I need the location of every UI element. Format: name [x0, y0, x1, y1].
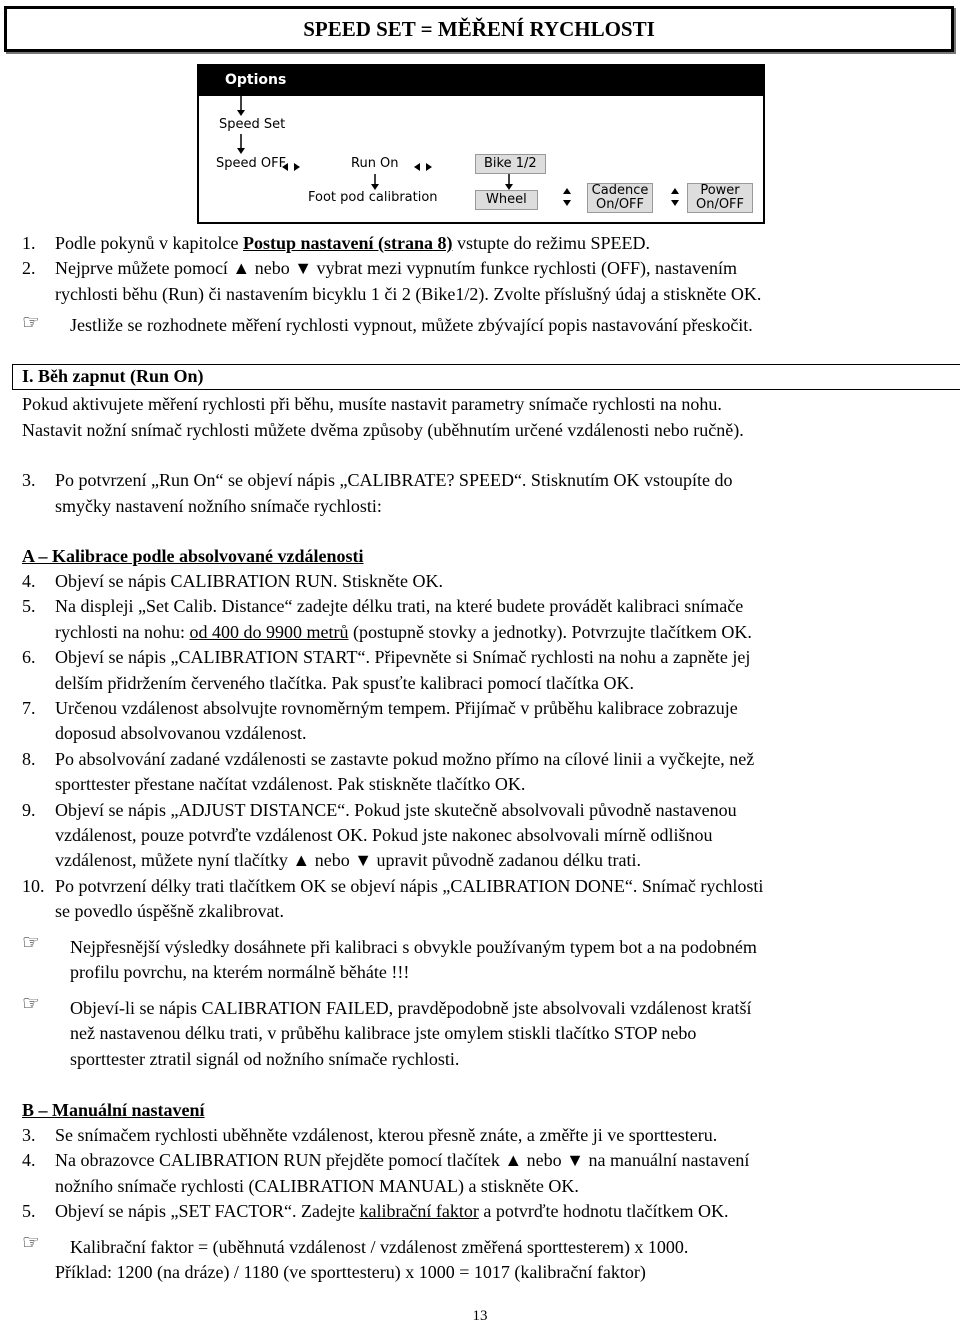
section-1-heading: I. Běh zapnut (Run On) — [22, 366, 204, 386]
run-on-label: Run On — [351, 156, 399, 171]
note-a1-l2: profilu povrchu, na kterém normálně běháte !!! — [70, 962, 410, 982]
hand-pointer-icon: ☞ — [22, 1230, 40, 1254]
section-a-heading: A – Kalibrace podle absolvované vzdálenosti — [22, 546, 364, 566]
link-postup[interactable]: Postup nastavení (strana 8) — [242, 233, 453, 253]
a-line-12: 10. Po potvrzení délky trati tlačítkem OK se objeví nápis „CALIBRATION DONE“. Snímač rychlosti — [22, 876, 764, 896]
section-1-p2: Nastavit nožní snímač rychlosti můžete dvěma způsoby (uběhnutím určené vzdálenosti nebo ručně). — [22, 420, 744, 440]
step-2-cont: rychlosti běhu (Run) či nastavením bicyklu 1 či 2 (Bike1/2). Zvolte příslušný údaj a stiskněte OK. — [55, 284, 762, 304]
section-b-heading: B – Manuální nastavení — [22, 1100, 205, 1120]
step-1: 1. Podle pokynů v kapitolce Postup nastavení (strana 8) vstupte do režimu SPEED. — [22, 233, 650, 253]
section-1-p1: Pokud aktivujete měření rychlosti při běhu, musíte nastavit parametry snímače rychlosti na nohu. — [22, 394, 722, 414]
bike-label: Bike 1/2 — [475, 154, 546, 174]
step-3: 3. Po potvrzení „Run On“ se objeví nápis „CALIBRATE? SPEED“. Stisknutím OK vstoupíte do — [22, 470, 733, 490]
menu-diagram — [197, 64, 765, 224]
options-label: Options — [225, 72, 287, 88]
page-title: SPEED SET = MĚŘENÍ RYCHLOSTI — [303, 17, 655, 41]
b-step-5: 5. Objeví se nápis „SET FACTOR“. Zadejte kalibrační faktor a potvrďte hodnotu tlačítkem OK. — [22, 1201, 729, 1221]
note-a2-l3: sporttester ztratil signál od nožního snímače rychlosti. — [70, 1049, 460, 1069]
step-3-cont: smyčky nastavení nožního snímače rychlosti: — [55, 496, 382, 516]
b-step-4-cont: nožního snímače rychlosti (CALIBRATION MANUAL) a stiskněte OK. — [55, 1176, 579, 1196]
note-a1-l1: Nejpřesnější výsledky dosáhnete při kalibraci s obvykle používaným typem bot a na podobném — [70, 937, 757, 957]
speed-set-label: Speed Set — [219, 117, 286, 132]
note-a2-l1: Objeví-li se nápis CALIBRATION FAILED, pravděpodobně jste absolvovali vzdálenost kratší — [70, 998, 752, 1018]
a-line-4: delším přidržením červeného tlačítka. Pak spusťte kalibraci pomocí tlačítka OK. — [55, 673, 635, 693]
hand-pointer-icon: ☞ — [22, 991, 40, 1015]
a-line-13: se povedlo úspěšně zkalibrovat. — [55, 901, 284, 921]
arrow-right-icon — [294, 163, 300, 171]
speed-off-label: Speed OFF — [216, 156, 287, 171]
page-number: 13 — [472, 1308, 488, 1324]
page-title-box — [4, 6, 954, 52]
a-line-9: 9. Objeví se nápis „ADJUST DISTANCE“. Pokud jste skutečně absolvovali původně nastavenou — [22, 800, 737, 820]
note-b-l1: Kalibrační faktor = (uběhnutá vzdálenost / vzdálenost změřená sporttesterem) x 1000. — [70, 1237, 689, 1257]
cadence-box: Cadence On/OFF — [587, 183, 653, 213]
a-line-6: doposud absolvovanou vzdálenost. — [55, 723, 307, 743]
a-line-3: 6. Objeví se nápis „CALIBRATION START“. Připevněte si Snímač rychlosti na nohu a zapněte jej — [22, 647, 751, 667]
note-skip: Jestliže se rozhodnete měření rychlosti vypnout, můžete zbývající popis nastavování přeskočit. — [70, 315, 753, 335]
step-2: 2. Nejprve můžete pomocí ▲ nebo ▼ vybrat mezi vypnutím funkce rychlosti (OFF), nastavením — [22, 258, 737, 278]
b-step-4: 4. Na obrazovce CALIBRATION RUN přejděte pomocí tlačítek ▲ nebo ▼ na manuální nastavení — [22, 1150, 750, 1170]
note-b-l2: Příklad: 1200 (na dráze) / 1180 (ve sporttesteru) x 1000 = 1017 (kalibrační faktor) — [55, 1262, 646, 1282]
b-step-3: 3. Se snímačem rychlosti uběhněte vzdálenost, kterou přesně znáte, a změřte ji ve sporttesteru. — [22, 1125, 718, 1145]
hand-pointer-icon: ☞ — [22, 310, 40, 334]
a-line-2: rychlosti na nohu: od 400 do 9900 metrů (postupně stovky a jednotky). Potvrzujte tlačítkem OK. — [55, 622, 752, 642]
a-line-0: 4. Objeví se nápis CALIBRATION RUN. Stiskněte OK. — [22, 571, 443, 591]
a-line-10: vzdálenost, pouze potvrďte vzdálenost OK. Pokud jste nakonec absolvovali mírně odlišnou — [55, 825, 713, 845]
a-line-5: 7. Určenou vzdálenost absolvujte rovnoměrným tempem. Přijímač v průběhu kalibrace zobrazuje — [22, 698, 738, 718]
a-line-8: sporttester přestane načítat vzdálenost. Pak stiskněte tlačítko OK. — [55, 774, 526, 794]
a-line-1: 5. Na displeji „Set Calib. Distance“ zadejte délku trati, na které budete provádět kalibraci snímače — [22, 596, 744, 616]
a-line-7: 8. Po absolvování zadané vzdálenosti se zastavte pokud možno přímo na cílové linii a vyčkejte, než — [22, 749, 755, 769]
a-line-11: vzdálenost, můžete nyní tlačítky ▲ nebo ▼ upravit původně zadanou délku trati. — [55, 850, 641, 870]
hand-pointer-icon: ☞ — [22, 930, 40, 954]
foot-pod-label: Foot pod calibration — [308, 190, 438, 205]
wheel-label: Wheel — [475, 190, 538, 210]
power-box: Power On/OFF — [687, 183, 753, 213]
note-a2-l2: než nastavenou délku trati, v průběhu kalibrace jste omylem stiskli tlačítko STOP nebo — [70, 1023, 697, 1043]
up-down-icon — [563, 188, 571, 194]
